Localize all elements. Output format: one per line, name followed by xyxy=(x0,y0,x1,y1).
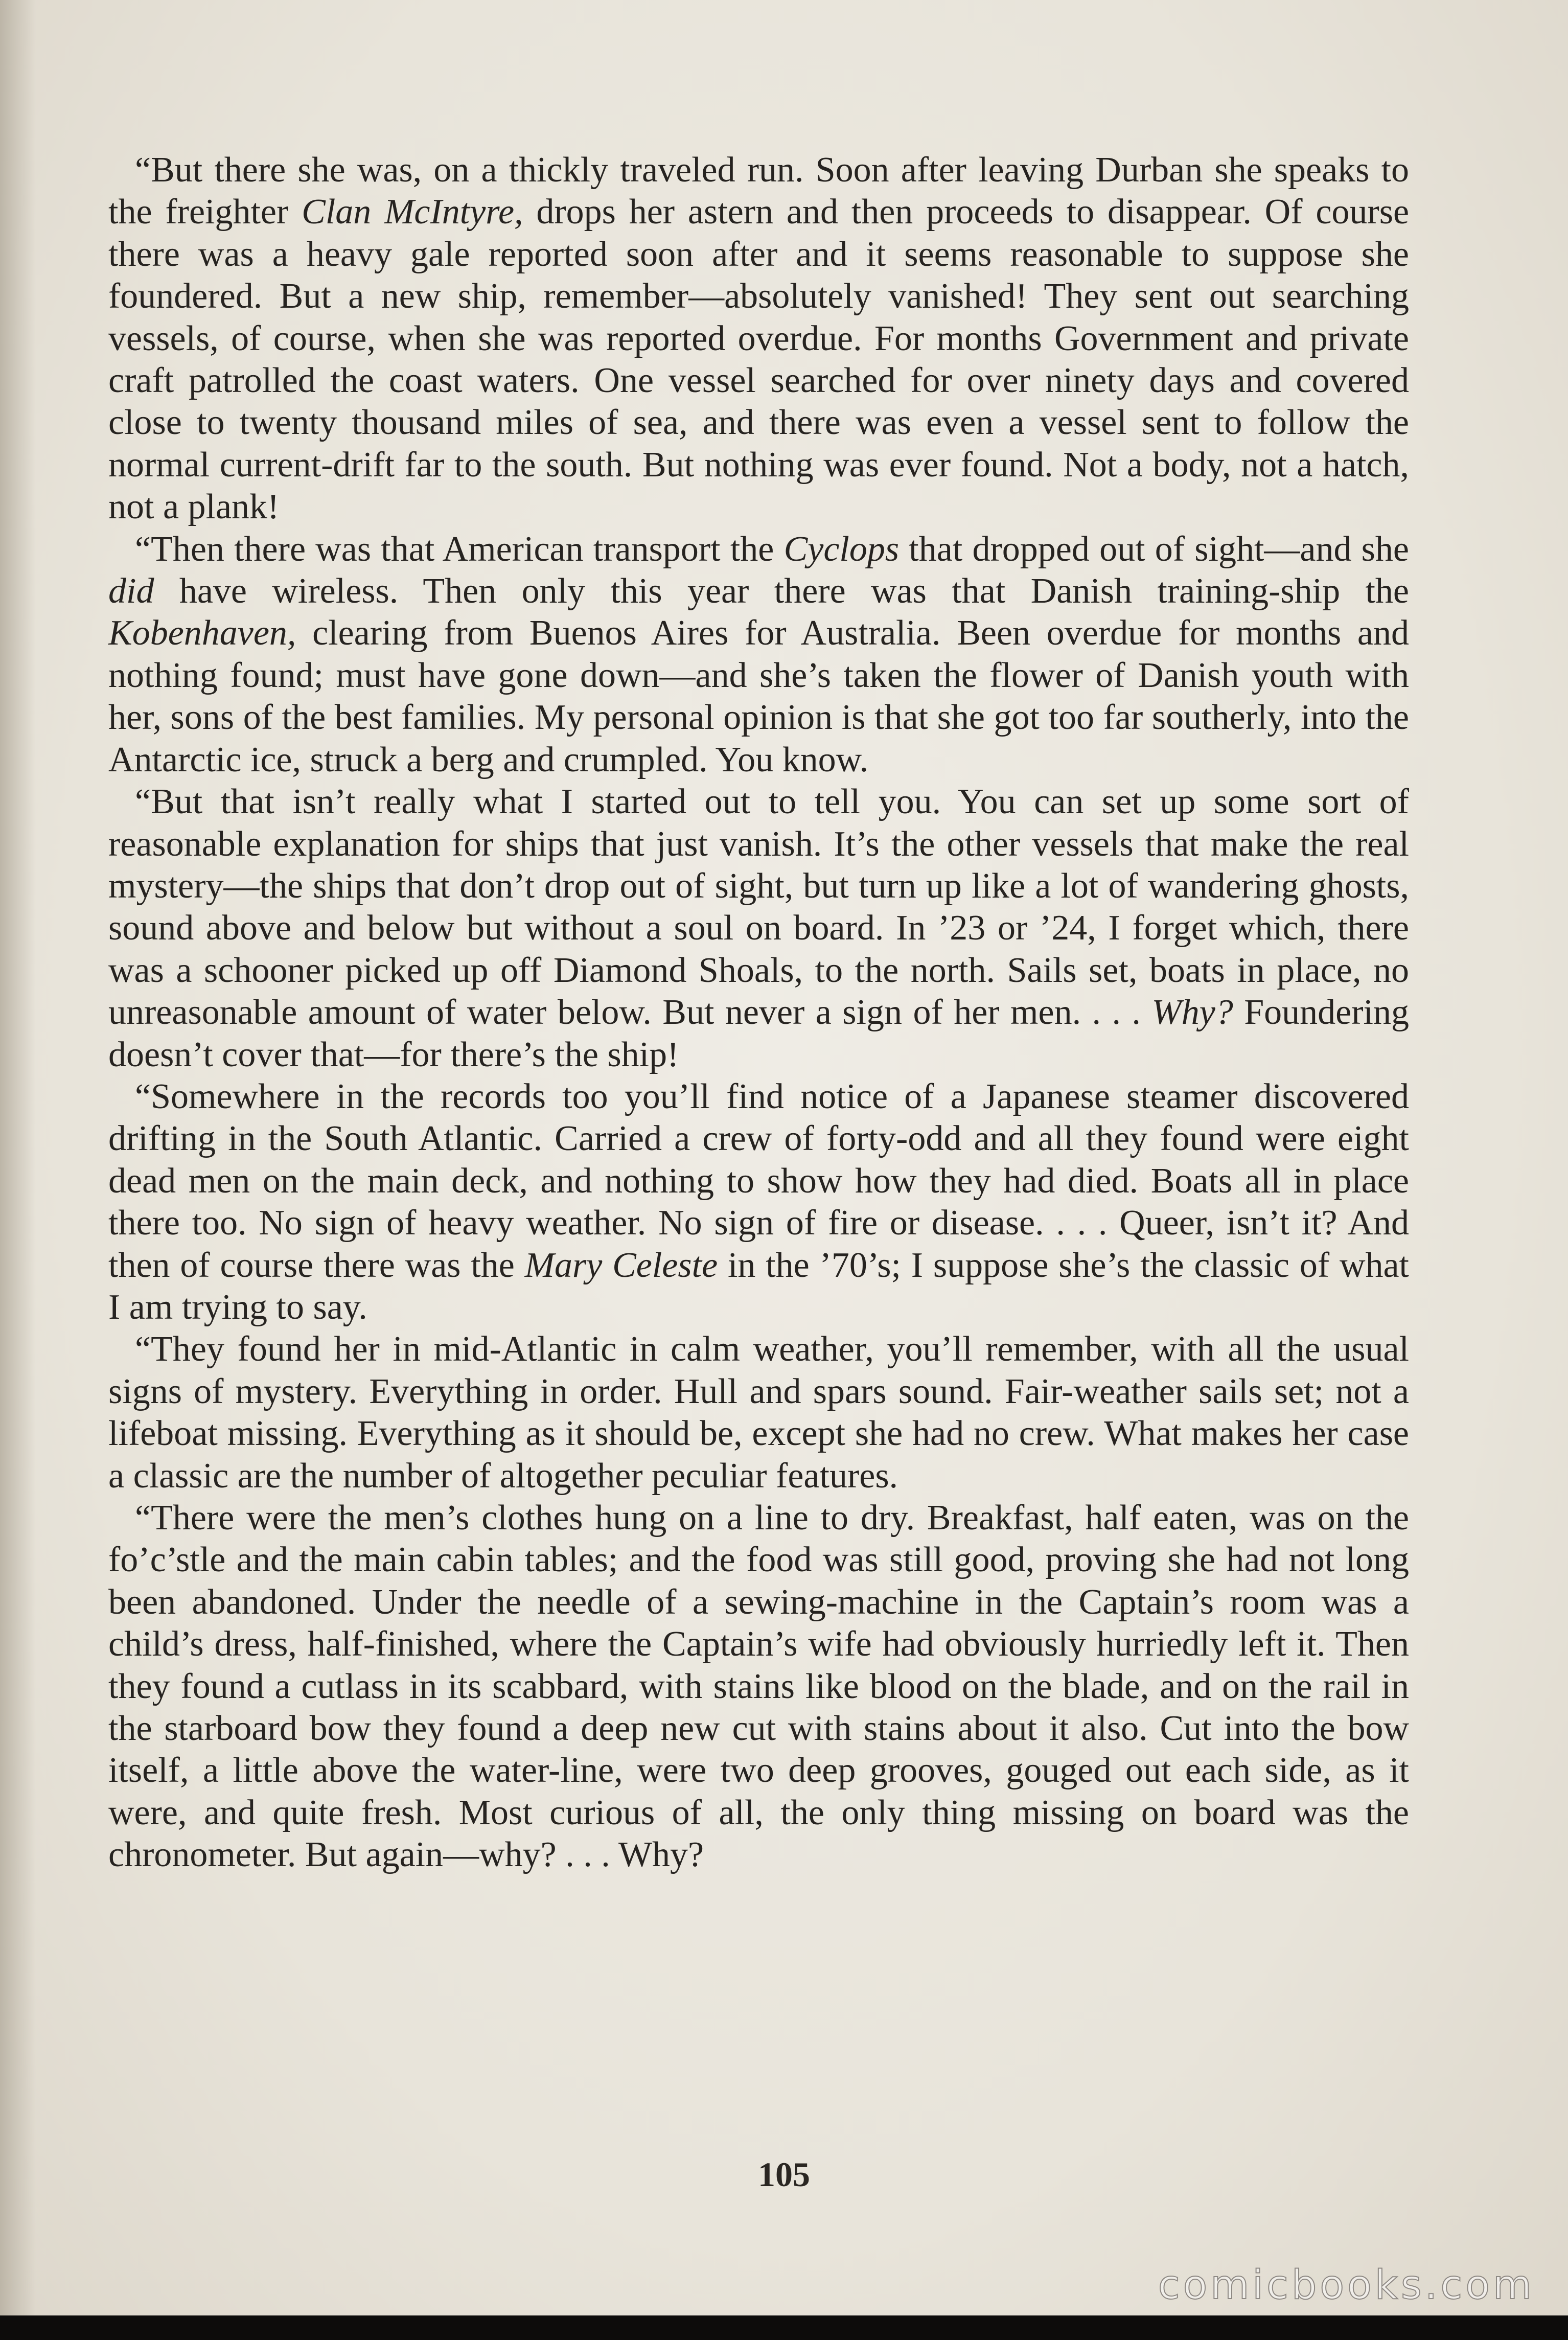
text-run: “There were the men’s clothes hung on a line to dry. Breakfast, half eaten, was on the fo’c’stle and the main cabin tables; and the food was still good, proving she had not long been abandoned. Under the needle of a sewing-machine in the Captain’s room was a child’s dress, half-finished, where the Captain’s wife had obviously hurriedly left it. Then they found a cutlass in its scabbard, with stains like blood on the blade, and on the rail in the starboard bow they found a deep new cut with stains about it also. Cut into the bow itself, a little above the water-line, were two deep grooves, gouged out each side, as it were, and quite fresh. Most curious of all, the only thing missing on board was the chronometer. But again—why? . . . Why? xyxy=(108,1498,1409,1875)
text-run: “They found her in mid-Atlantic in calm weather, you’ll remember, with all the usual signs of mystery. Everything in order. Hull and spars sound. Fair-weather sails set; not a lifeboat missing. Everything as it should be, except she had no crew. What makes her case a classic are the number of altogether peculiar features. xyxy=(108,1329,1409,1496)
italic-text: Cyclops xyxy=(783,529,900,569)
text-run: clearing from Buenos Aires for Australia. Been overdue for months and nothing found; must have gone down—and she’s taken the flower of Danish youth with her, sons of the best families. My personal opinion is that she got too far southerly, into the Antarctic ice, struck a berg and crumpled. You know. xyxy=(108,613,1409,779)
paragraph xyxy=(108,781,1409,1076)
italic-text: Kobenhaven, xyxy=(108,613,296,653)
paragraph xyxy=(108,1076,1409,1328)
text-run: that dropped out of sight—and she xyxy=(899,529,1409,569)
italic-text: Clan McIntyre, xyxy=(302,192,523,232)
watermark: comicbooks.com xyxy=(1158,2262,1535,2308)
italic-text: Mary Celeste xyxy=(524,1245,718,1285)
paragraph xyxy=(108,1497,1409,1876)
text-run: have wireless. Then only this year there was that Danish training-ship the xyxy=(154,571,1409,611)
paragraph xyxy=(108,1328,1409,1497)
text-run: “Somewhere in the records too you’ll find notice of a Japanese steamer discovered drifting in the South Atlantic. Carried a crew of forty-odd and all they found were eight dead men on the main deck, and nothing to show how they had died. Boats all in place there too. No sign of heavy weather. No sign of fire or disease. . . . Queer, isn’t it? And then of course there was the xyxy=(108,1076,1409,1285)
italic-text: did xyxy=(108,571,154,611)
body-text xyxy=(108,149,1409,1876)
paragraph xyxy=(108,149,1409,529)
page-number: 105 xyxy=(758,2155,810,2194)
text-run: “Then there was that American transport the xyxy=(135,529,784,569)
spine-shadow xyxy=(0,0,36,2340)
text-run: drops her astern and then proceeds to disappear. Of course there was a heavy gale reported soon after and it seems reasonable to suppose she foundered. But a new ship, remember—absolutely vanished! They sent out searching vessels, of course, when she was reported overdue. For months Government and private craft patrolled the coast waters. One vessel searched for over ninety days and covered close to twenty thousand miles of sea, and there was even a vessel sent to follow the normal current-drift far to the south. But nothing was ever found. Not a body, not a hatch, not a plank! xyxy=(108,192,1410,527)
text-run: “But that isn’t really what I started out to tell you. You can set up some sort of reasonable explanation for ships that just vanish. It’s the other vessels that make the real mystery—the ships that don’t drop out of sight, but turn up like a lot of wandering ghosts, sound above and below but without a soul on board. In ’23 or ’24, I forget which, there was a schooner picked up off Diamond Shoals, to the north. Sails set, boats in place, no unreasonable amount of water below. But never a sign of her men. . . . xyxy=(108,782,1409,1033)
italic-text: Why? xyxy=(1151,993,1233,1033)
text-run: Foundering doesn’t cover that—for there’s the ship! xyxy=(108,993,1409,1074)
text-run: in the ’70’s; I suppose she’s the classic of what I am trying to say. xyxy=(108,1245,1410,1327)
scan-border xyxy=(0,2315,1568,2340)
paragraph xyxy=(108,529,1409,781)
text-run: “But there she was, on a thickly traveled run. Soon after leaving Durban she speaks to the freighter xyxy=(108,150,1409,232)
